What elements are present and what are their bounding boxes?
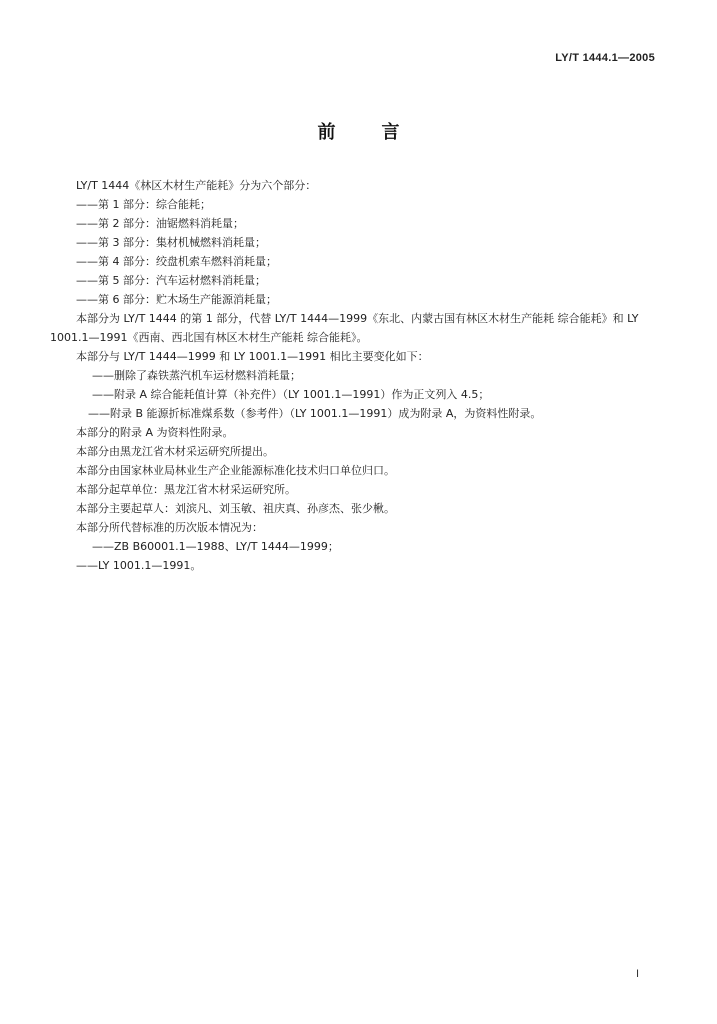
page-title: 前言	[317, 122, 446, 143]
list-item-part-6: ——第 6 部分：贮木场生产能源消耗量；	[76, 293, 277, 306]
list-item-change-1: ——删除了森铁蒸汽机车运材燃料消耗量；	[92, 369, 301, 382]
paragraph-intro: LY/T 1444《林区木材生产能耗》分为六个部分：	[76, 179, 317, 192]
list-item-change-3: ——附录 B 能源折标准煤系数（参考件）（LY 1001.1—1991）成为附录 A，为资料性附录。	[88, 407, 542, 420]
list-item-history-1: ——ZB B60001.1—1988、LY/T 1444—1999；	[92, 540, 339, 553]
paragraph-history-intro: 本部分所代替标准的历次版本情况为：	[76, 521, 263, 534]
paragraph-centralized: 本部分由国家林业局林业生产企业能源标准化技术归口单位归口。	[76, 464, 395, 477]
paragraph-drafters: 本部分主要起草人：刘滨凡、刘玉敏、祖庆真、孙彦杰、张少楸。	[76, 502, 395, 515]
document-body	[50, 176, 680, 575]
list-item-part-4: ——第 4 部分：绞盘机索车燃料消耗量；	[76, 255, 277, 268]
list-item-history-2: ——LY 1001.1—1991。	[76, 559, 202, 572]
list-item-part-1: ——第 1 部分：综合能耗；	[76, 198, 211, 211]
paragraph-replacement: 本部分为 LY/T 1444 的第 1 部分，代替 LY/T 1444—1999《东北、内蒙古国有林区木材生产能耗 综合能耗》和 LY 1001.1—1991《西南、西北国有林区木材生产能耗 综合能耗》。	[50, 312, 639, 344]
list-item-change-2: ——附录 A 综合能耗值计算（补充件）（LY 1001.1—1991）作为正文列入 4.5；	[92, 388, 490, 401]
list-item-part-3: ——第 3 部分：集材机械燃料消耗量；	[76, 236, 266, 249]
list-item-part-5: ——第 5 部分：汽车运材燃料消耗量；	[76, 274, 266, 287]
page-number: I	[635, 968, 639, 980]
paragraph-proposer: 本部分由黑龙江省木材采运研究所提出。	[76, 445, 274, 458]
paragraph-appendix: 本部分的附录 A 为资料性附录。	[76, 426, 234, 439]
paragraph-drafting-unit: 本部分起草单位：黑龙江省木材采运研究所。	[76, 483, 296, 496]
list-item-part-2: ——第 2 部分：油锯燃料消耗量；	[76, 217, 244, 230]
paragraph-changes-intro: 本部分与 LY/T 1444—1999 和 LY 1001.1—1991 相比主要变化如下：	[76, 350, 429, 363]
document-code: LY/T 1444.1—2005	[555, 52, 655, 64]
